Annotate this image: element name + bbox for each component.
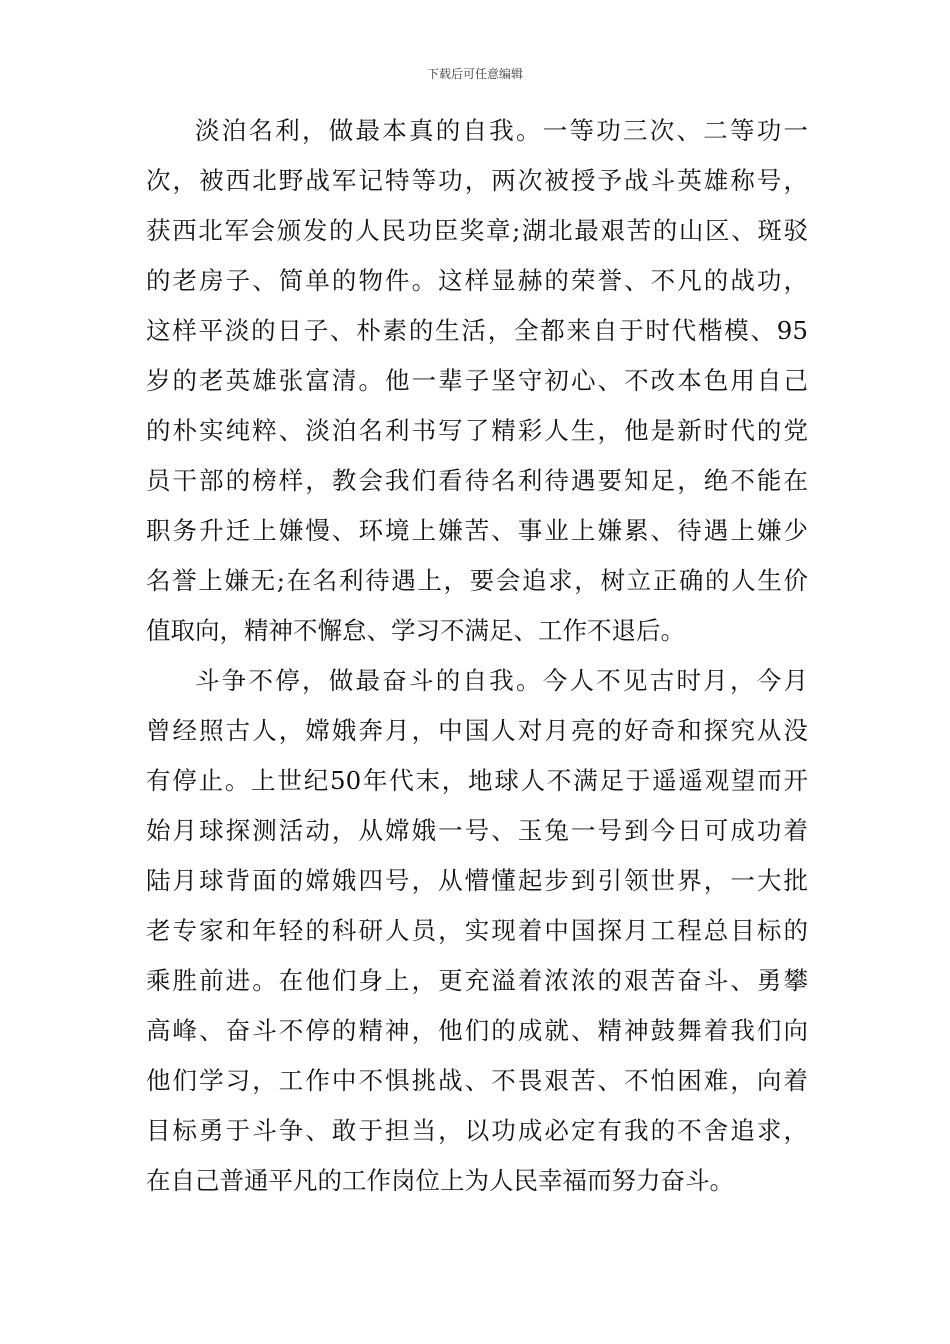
document-body [146,106,808,1206]
text-line: 值取向，精神不懈怠、学习不满足、工作不退后。 [146,616,685,645]
paragraph-2 [146,656,808,1206]
text-line: 斗争不停，做最奋斗的自我。今人不见古时月，今月 [195,666,808,695]
text-line: 始月球探测活动，从嫦娥一号、玉兔一号到今日可成功着 [146,816,808,845]
text-line: 高峰、奋斗不停的精神，他们的成就、精神鼓舞着我们向 [146,1016,808,1045]
text-line: 他们学习，工作中不惧挑战、不畏艰苦、不怕困难，向着 [146,1066,808,1095]
text-line: 员干部的榜样，教会我们看待名利待遇要知足，绝不能在 [146,466,808,495]
text-line: 老专家和年轻的科研人员，实现着中国探月工程总目标的 [146,916,808,945]
text-line: 获西北军会颁发的人民功臣奖章;湖北最艰苦的山区、斑驳 [146,216,808,245]
text-line: 岁的老英雄张富清。他一辈子坚守初心、不改本色用自己 [146,366,808,395]
text-line: 的朴实纯粹、淡泊名利书写了精彩人生，他是新时代的党 [146,416,808,445]
text-line: 目标勇于斗争、敢于担当，以功成必定有我的不舍追求， [146,1116,808,1145]
text-line: 乘胜前进。在他们身上，更充溢着浓浓的艰苦奋斗、勇攀 [146,966,808,995]
text-line: 曾经照古人，嫦娥奔月，中国人对月亮的好奇和探究从没 [146,716,808,745]
text-line: 这样平淡的日子、朴素的生活，全都来自于时代楷模、95 [146,316,808,345]
text-line: 在自己普通平凡的工作岗位上为人民幸福而努力奋斗。 [146,1166,734,1195]
text-line: 职务升迁上嫌慢、环境上嫌苦、事业上嫌累、待遇上嫌少 [146,516,808,545]
page-header: 下载后可任意编辑 [426,67,523,81]
text-line: 淡泊名利，做最本真的自我。一等功三次、二等功一 [195,116,808,145]
text-line: 次，被西北野战军记特等功，两次被授予战斗英雄称号， [146,166,808,195]
text-line: 名誉上嫌无;在名利待遇上，要会追求，树立正确的人生价 [146,566,808,595]
text-line: 陆月球背面的嫦娥四号，从懵懂起步到引领世界，一大批 [146,866,808,895]
text-line: 的老房子、简单的物件。这样显赫的荣誉、不凡的战功， [146,266,808,295]
paragraph-1 [146,106,808,656]
text-line: 有停止。上世纪50年代末，地球人不满足于遥遥观望而开 [146,766,808,795]
